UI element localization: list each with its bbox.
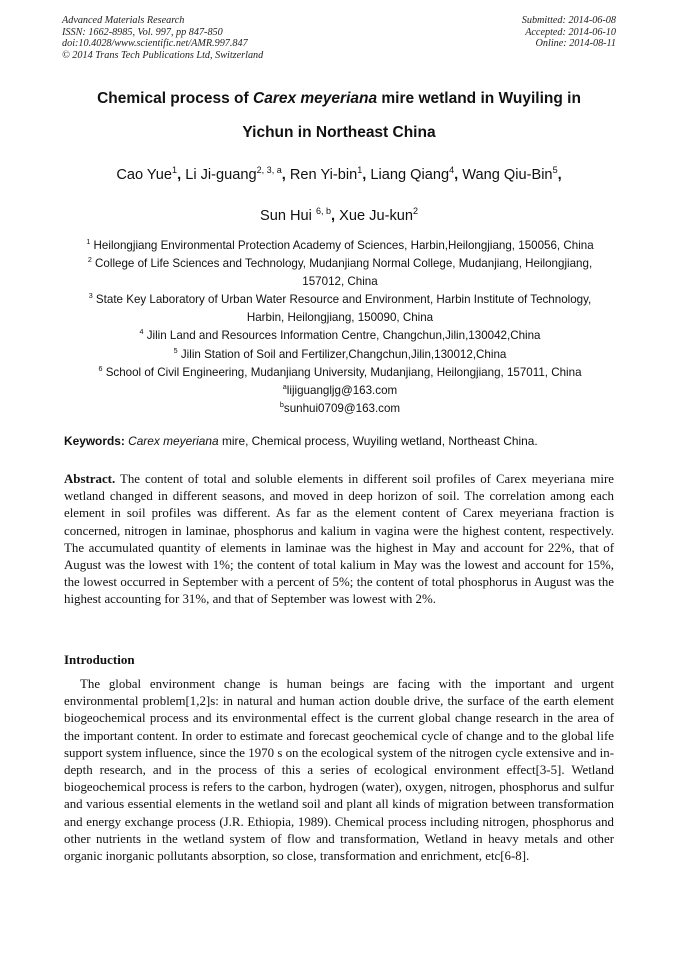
affiliation-line [62, 255, 618, 273]
affiliation-sup: 5 [173, 345, 178, 355]
introduction-text: The global environment change is human beings are facing with the important and urgent environmental problem[1,2]s: in natural and human action double drive, the surface of the earth element biogeochemical process and its environmental effect is the current global change research in the area of the important content. In order to estimate and forecast geochemical cycle of change and to the global life support system influence, since the 1970 s on the ecological system of the nitrogen cycle extensive and in-depth research, and in the process of this a series of ecological environment effect[3-5]. Wetland biogeochemical process is refers to the carbon, hydrogen (water), oxygen, nitrogen, phosphorus and sulfur and various essential elements in the wetland soil and plant all kinds of migration between transformation and energy exchange process (J.R. Ethiopia, 1989). Chemical process including nitrogen, phosphorus and other nutrients in the wetland system of flow and transformation, Wetland in heavy metals and other organic inorganic pollutants absorption, so close, transformation and enrichment, etc[6-8]. [64, 677, 614, 864]
submitted-date: Submitted: 2014-06-08 [521, 15, 616, 26]
email-line [62, 400, 618, 418]
author-list: Cao Yue$^1$, Li Ji-guang$^{2, 3, a}$, Ren Yi-bin$^1$, Liang Qiang$^4$, Wang Qiu-Bin$^5$, [116, 165, 562, 183]
dates-info [522, 15, 616, 50]
accepted-date: Accepted: 2014-06-10 [525, 26, 616, 38]
author-name: Wang Qiu-Bin [462, 167, 553, 183]
affiliation-line [62, 291, 618, 309]
paper-title-line2: Yichun in Northeast China [242, 124, 436, 141]
author-sup: 4 [449, 165, 455, 176]
affiliation-text: College of Life Sciences and Technology, Mudanjiang Normal College, Mudanjiang, Heilongjiang, [95, 257, 593, 271]
affiliation-line: Harbin, Heilongjiang, 150090, China [246, 311, 434, 325]
affiliation-text: Jilin Land and Resources Information Centre, Changchun,Jilin,130042,China [146, 329, 541, 343]
affiliation-sup: 6 [98, 363, 103, 373]
author-sup: 1 [172, 165, 178, 176]
affiliation-sup: 1 [86, 237, 91, 247]
keywords-species: Carex meyeriana [128, 434, 219, 448]
title-suffix: mire wetland in Wuyiling in [377, 90, 581, 107]
email-line [62, 382, 618, 400]
affiliation-text: School of Civil Engineering, Mudanjiang University, Mudanjiang, Heilongjiang, 157011, China [105, 365, 582, 379]
affiliation-line [62, 364, 618, 382]
author-name: Liang Qiang [370, 167, 450, 183]
title-prefix: Chemical process of [97, 90, 253, 107]
affiliation-line: 157012, China [302, 275, 378, 289]
affiliation-text: Heilongjiang Environmental Protection Academy of Sciences, Harbin,Heilongjiang, 150056, China [93, 239, 594, 252]
abstract-label: Abstract. [64, 472, 116, 486]
abstract [64, 471, 614, 609]
paper-title [40, 90, 638, 108]
journal-name: Advanced Materials Research [62, 15, 185, 26]
abstract-text: The content of total and soluble elements in different soil profiles of Carex meyeriana mire wetland changed in different seasons, and moved in deep horizon of soil. The correlation among each element in soil profiles was different. As far as the element content of Carex meyeriana fraction is concerned, nitrogen in laminae, phosphorus and kalium in vagina were the highest content, respectively. The accumulated quantity of elements in laminae was the highest in May and account for 22%, that of August was the lowest with 1%; the content of total kalium in May was the lowest and account for 15%, the lowest occurred in September with a percent of 5%; the content of total phosphorus in August was the highest accounting for 31%, and that of September was lowest with 2%. [64, 472, 614, 607]
copyright-line: © 2014 Trans Tech Publications Ltd, Switzerland [62, 49, 264, 61]
author-name: Ren Yi-bin [289, 167, 358, 183]
affiliation-line [62, 327, 618, 345]
email-sup: a [282, 381, 287, 391]
title-species: Carex meyeriana [253, 90, 378, 107]
author-name: Li Ji-guang [185, 167, 257, 183]
affiliations [62, 237, 618, 418]
journal-info [62, 15, 263, 61]
affiliation-text: Jilin Station of Soil and Fertilizer,Changchun,Jilin,130012,China [180, 347, 507, 361]
email-text[interactable]: lijiguangljg@163.com [286, 383, 398, 397]
affiliation-line [62, 346, 618, 364]
author-sup: 2, 3, a [256, 165, 282, 176]
author-name: Cao Yue [116, 167, 173, 183]
author-sup: 5 [552, 165, 558, 176]
online-date: Online: 2014-08-11 [535, 38, 616, 50]
affiliation-text: State Key Laboratory of Urban Water Resource and Environment, Harbin Institute of Technology, [95, 293, 592, 307]
author-name: Xue Ju-kun [339, 208, 413, 224]
author-name: Sun Hui [259, 208, 316, 224]
email-sup: b [279, 399, 284, 409]
author-sup: 6, b [315, 206, 332, 217]
author-sup: 2 [412, 206, 419, 217]
keywords-rest: mire, Chemical process, Wuyiling wetland, Northeast China. [218, 434, 538, 448]
introduction-heading: Introduction [64, 652, 135, 667]
affiliation-sup: 2 [87, 255, 92, 265]
keywords [64, 434, 624, 448]
author-list-line2: Sun Hui $^{6, b}$, Xue Ju-kun$^2$ [259, 206, 419, 224]
doi-line: doi:10.4028/www.scientific.net/AMR.997.847 [62, 38, 248, 50]
email-text[interactable]: sunhui0709@163.com [283, 401, 401, 415]
issn-line: ISSN: 1662-8985, Vol. 997, pp 847-850 [62, 26, 223, 38]
keywords-label: Keywords: [64, 434, 125, 448]
affiliation-line [62, 237, 618, 255]
author-sup: 1 [357, 165, 363, 176]
affiliation-sup: 4 [139, 327, 144, 337]
affiliation-sup: 3 [88, 291, 93, 301]
